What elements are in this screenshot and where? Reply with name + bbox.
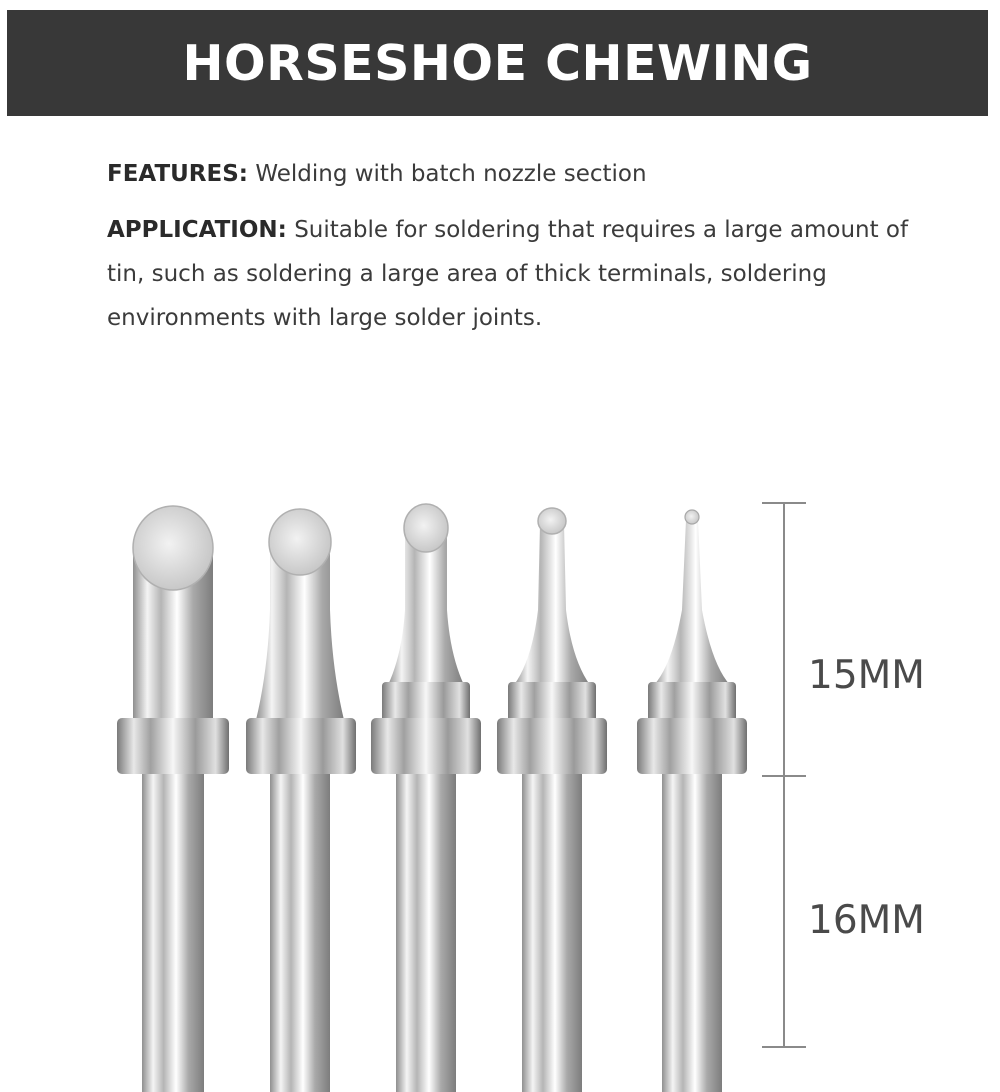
soldering-tip-2	[246, 509, 356, 1092]
tip-3-step	[382, 682, 470, 722]
tip-1-shaft	[142, 770, 204, 1092]
tip-1-face	[133, 506, 213, 590]
page-title: HORSESHOE CHEWING	[182, 34, 813, 92]
tip-4-face	[538, 508, 566, 534]
soldering-tip-3	[371, 504, 481, 1092]
header-banner	[7, 10, 988, 116]
soldering-tip-1	[117, 506, 229, 1092]
tip-4-collar	[497, 718, 607, 774]
soldering-tips-figure	[0, 440, 1000, 1092]
tip-5-face	[685, 510, 699, 524]
application-paragraph	[107, 208, 927, 340]
tip-4-step	[508, 682, 596, 722]
tip-5-head	[654, 520, 730, 685]
application-label: APPLICATION:	[107, 217, 287, 243]
features-label: FEATURES:	[107, 161, 248, 187]
tip-3-head	[388, 532, 464, 685]
soldering-tip-4	[497, 508, 607, 1092]
tip-5-step	[648, 682, 736, 722]
features-line	[107, 152, 927, 196]
dimension-lower-label: 16MM	[808, 898, 925, 943]
tip-2-face	[269, 509, 331, 575]
application-text: Suitable for soldering that requires a large amount of tin, such as soldering a large area of thick terminals, soldering environments with large solder joints.	[107, 217, 909, 331]
dimension-upper-label: 15MM	[808, 653, 925, 698]
dimension-indicator	[762, 503, 806, 1047]
product-info	[107, 152, 927, 340]
tip-3-collar	[371, 718, 481, 774]
tip-4-head	[514, 524, 590, 685]
tip-3-face	[404, 504, 448, 552]
soldering-tip-5	[637, 510, 747, 1092]
tip-5-shaft	[662, 770, 722, 1092]
tip-2-collar	[246, 718, 356, 774]
features-text: Welding with batch nozzle section	[255, 161, 647, 187]
tip-5-collar	[637, 718, 747, 774]
tip-4-shaft	[522, 770, 582, 1092]
tip-2-shaft	[270, 770, 330, 1092]
tip-3-shaft	[396, 770, 456, 1092]
tip-1-collar	[117, 718, 229, 774]
